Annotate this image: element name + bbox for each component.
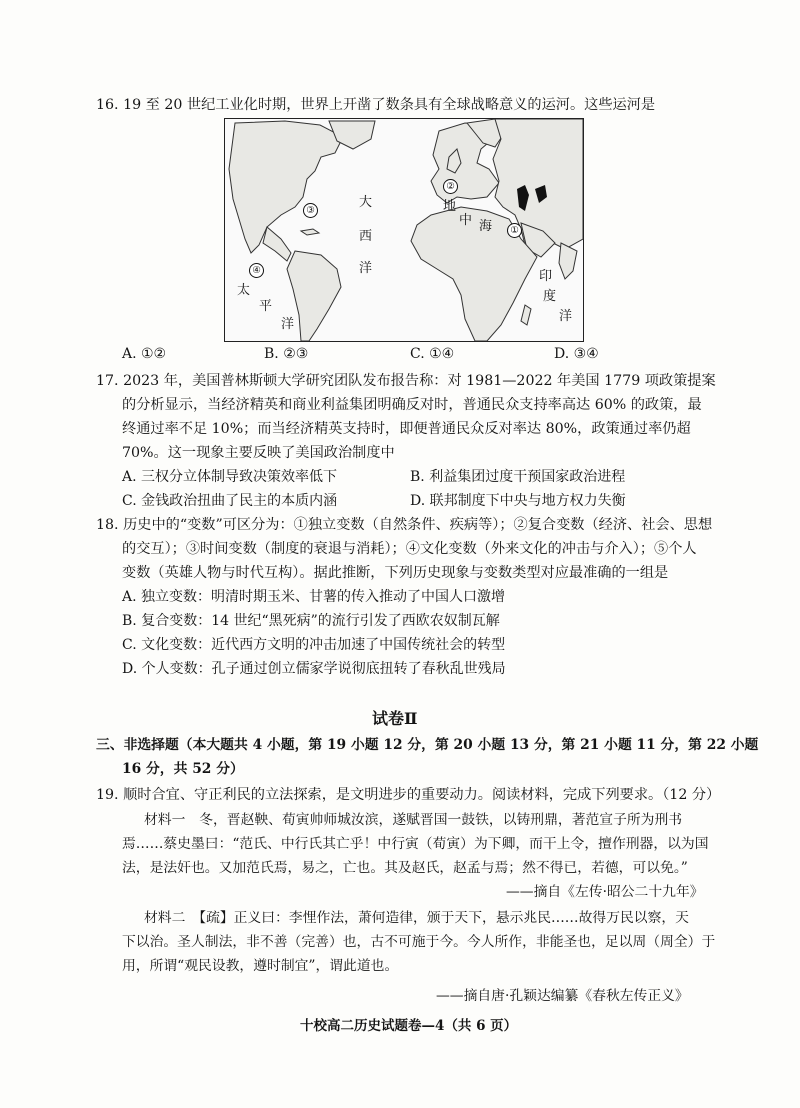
pacific-label-3: 洋: [281, 317, 295, 332]
section-header-line-1: 三、非选择题（本大题共 4 小题，第 19 小题 12 分，第 20 小题 13 分，第 21 小题 11 分，第 22 小题: [96, 737, 759, 753]
section-header-line-2: 16 分，共 52 分）: [122, 761, 244, 777]
q16-option-a: A. ①②: [122, 346, 167, 362]
section-title: 试卷Ⅱ: [372, 709, 418, 728]
marker-2: ②: [443, 179, 458, 194]
q19-material1-source: ——摘自《左传·昭公二十九年》: [506, 884, 704, 900]
atlantic-label-1: 大: [359, 195, 373, 210]
q17-line-3: 终通过率不足 10%；而当经济精英支持时，即便普通民众反对率达 80%，政策通过率仍超: [122, 421, 691, 437]
q19-material2-source: ——摘自唐·孔颖达编纂《春秋左传正义》: [436, 988, 689, 1004]
q19-material1-line-1: 材料一 冬，晋赵鞅、荀寅帅师城汝滨，遂赋晋国一鼓铁，以铸刑鼎，著范宣子所为刑书: [144, 812, 683, 828]
world-canal-map: [224, 118, 584, 342]
q19-material2-line-2: 下以治。圣人制法，非不善（完善）也，古不可施于今。今人所作，非能圣也，足以周（周全）于: [122, 934, 716, 950]
q18-option-b: B. 复合变数：14 世纪“黑死病”的流行引发了西欧农奴制瓦解: [122, 613, 500, 629]
q17-line-2: 的分析显示，当经济精英和商业利益集团明确反对时，普通民众支持率高达 60% 的政策，最: [122, 397, 702, 413]
pacific-label-2: 平: [259, 299, 273, 314]
q18-line-1: 18. 历史中的“变数”可区分为：①独立变数（自然条件、疾病等）；②复合变数（经济、社会、思想: [96, 517, 713, 533]
q16-option-d: D. ③④: [554, 346, 599, 362]
indian-label-1: 印: [539, 269, 553, 284]
pacific-label-1: 太: [237, 283, 251, 298]
world-map-drawing: [225, 119, 583, 341]
q17-option-c: C. 金钱政治扭曲了民主的本质内涵: [122, 493, 338, 509]
q19-material1-line-2: 焉……蔡史墨曰：“范氏、中行氏其亡乎！中行寅（荀寅）为下卿，而干上令，擅作刑器，以为国: [122, 836, 709, 852]
q16-stem: 16. 19 至 20 世纪工业化时期，世界上开凿了数条具有全球战略意义的运河。这些运河是: [96, 97, 656, 113]
marker-4: ④: [249, 263, 264, 278]
mediterranean-label-1: 地: [443, 199, 457, 214]
indian-label-3: 洋: [559, 309, 573, 324]
mediterranean-label-3: 海: [479, 219, 493, 234]
atlantic-label-2: 西: [359, 229, 373, 244]
q18-line-3: 变数（英雄人物与时代互构）。据此推断，下列历史现象与变数类型对应最准确的一组是: [122, 565, 669, 581]
marker-3: ③: [303, 203, 318, 218]
q18-line-2: 的交互）；③时间变数（制度的衰退与消耗）；④文化变数（外来文化的冲击与介入）；⑤个人: [122, 541, 697, 557]
mediterranean-label-2: 中: [459, 213, 473, 228]
q18-option-a: A. 独立变数：明清时期玉米、甘薯的传入推动了中国人口激增: [122, 589, 506, 605]
indian-label-2: 度: [543, 289, 557, 304]
q19-material1-line-3: 法，是法奸也。又加范氏焉，易之，亡也。其及赵氏，赵孟与焉；然不得已，若德，可以免。”: [122, 860, 688, 876]
q17-option-d: D. 联邦制度下中央与地方权力失衡: [410, 493, 626, 509]
q19-stem: 19. 顺时合宜、守正利民的立法探索，是文明进步的重要动力。阅读材料，完成下列要求。（12 分）: [96, 787, 721, 803]
page-footer: 十校高二历史试题卷—4（共 6 页）: [300, 1018, 518, 1034]
q17-option-a: A. 三权分立体制导致决策效率低下: [122, 469, 338, 485]
q17-line-4: 70%。这一现象主要反映了美国政治制度中: [122, 445, 395, 461]
q17-line-1: 17. 2023 年，美国普林斯顿大学研究团队发布报告称：对 1981—2022 年美国 1779 项政策提案: [96, 373, 716, 389]
q17-option-b: B. 利益集团过度干预国家政治进程: [410, 469, 626, 485]
q18-option-c: C. 文化变数：近代西方文明的冲击加速了中国传统社会的转型: [122, 637, 506, 653]
q19-material2-line-3: 用，所谓“观民设教，遵时制宜”，谓此道也。: [122, 958, 399, 974]
q18-option-d: D. 个人变数：孔子通过创立儒家学说彻底扭转了春秋乱世残局: [122, 661, 506, 677]
q16-option-c: C. ①④: [410, 346, 455, 362]
atlantic-label-3: 洋: [359, 261, 373, 276]
marker-1: ①: [507, 223, 522, 238]
q19-material2-line-1: 材料二 【疏】正义曰：李悝作法，萧何造律，颁于天下，悬示兆民……故得万民以察，天: [144, 910, 689, 926]
q16-option-b: B. ②③: [264, 346, 309, 362]
